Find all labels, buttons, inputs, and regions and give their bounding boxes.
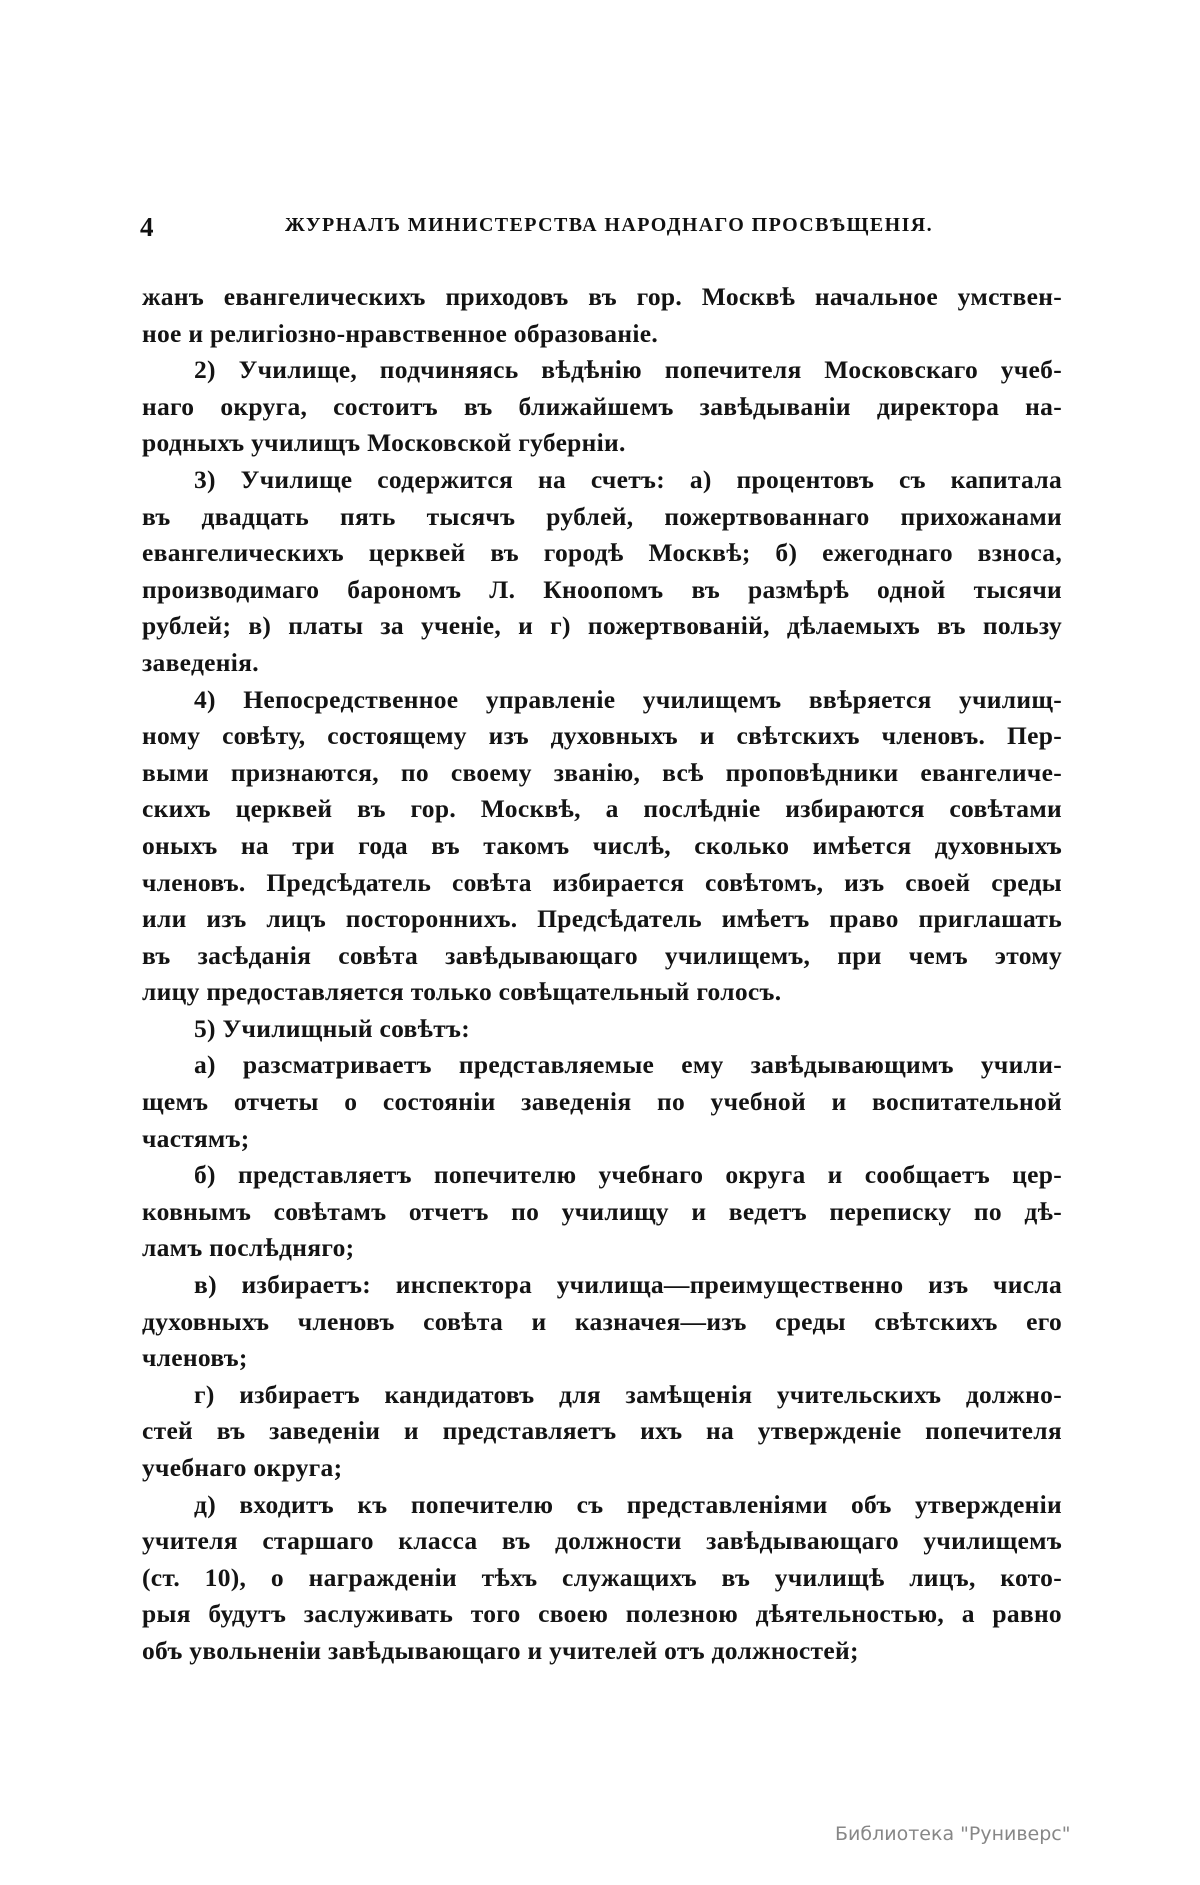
- text-line: родныхъ училищъ Московской губерніи.: [142, 428, 626, 458]
- paragraph: [142, 462, 1062, 682]
- text-line: (ст. 10), о награжденіи тѣхъ служащихъ въ училищѣ лицъ, кото-: [142, 1562, 1062, 1592]
- paragraph: [142, 352, 1062, 462]
- text-line: г) избираетъ кандидатовъ для замѣщенія учительскихъ должно-: [194, 1379, 1062, 1409]
- text-line: въ засѣданія совѣта завѣдывающаго училищемъ, при чемъ этому: [142, 940, 1062, 970]
- library-watermark: Библиотека "Руниверс": [835, 1823, 1071, 1845]
- text-line: или изъ лицъ постороннихъ. Предсѣдатель имѣетъ право приглашать: [142, 904, 1062, 934]
- text-line: заведенія.: [142, 647, 259, 677]
- paragraph: [142, 682, 1062, 1011]
- text-line: жанъ евангелическихъ приходовъ въ гор. Москвѣ начальное умствен-: [142, 282, 1062, 311]
- text-line: евангелическихъ церквей въ городѣ Москвѣ; б) ежегоднаго взноса,: [142, 538, 1062, 568]
- text-line: лицу предоставляется только совѣщательный голосъ.: [142, 977, 782, 1007]
- text-line: а) разсматриваетъ представляемые ему завѣдывающимъ учили-: [194, 1050, 1062, 1080]
- paragraph: [142, 1047, 1062, 1157]
- text-line: рублей; в) платы за ученіе, и г) пожертвованій, дѣлаемыхъ въ пользу: [142, 611, 1062, 641]
- text-line: 4) Непосредственное управленіе училищемъ ввѣряется училищ-: [194, 684, 1062, 714]
- text-line: выми признаются, по своему званію, всѣ проповѣдники евангеличе-: [142, 757, 1062, 787]
- running-title: ЖУРНАЛЪ МИНИСТЕРСТВА НАРОДНАГО ПРОСВѢЩЕНІЯ.: [285, 214, 934, 236]
- text-line: 5) Училищный совѣтъ:: [194, 1013, 470, 1043]
- text-line: объ увольненіи завѣдывающаго и учителей отъ должностей;: [142, 1635, 859, 1665]
- paragraph: [142, 1011, 1062, 1048]
- text-line: оныхъ на три года въ такомъ числѣ, сколько имѣется духовныхъ: [142, 830, 1062, 860]
- paragraph: [142, 1487, 1062, 1670]
- paragraph: [142, 1157, 1062, 1267]
- text-line: наго округа, состоитъ въ ближайшемъ завѣдываніи директора на-: [142, 391, 1062, 421]
- text-line: ному совѣту, состоящему изъ духовныхъ и свѣтскихъ членовъ. Пер-: [142, 721, 1062, 751]
- text-line: б) представляетъ попечителю учебнаго округа и сообщаетъ цер-: [194, 1160, 1062, 1190]
- text-line: стей въ заведеніи и представляетъ ихъ на утвержденіе попечителя: [142, 1416, 1062, 1446]
- text-line: ламъ послѣдняго;: [142, 1233, 355, 1263]
- text-line: в) избираетъ: инспектора училища—преимущественно изъ числа: [194, 1270, 1062, 1300]
- text-line: рыя будутъ заслуживать того своею полезною дѣятельностью, а равно: [142, 1599, 1062, 1629]
- text-line: духовныхъ членовъ совѣта и казначея—изъ среды свѣтскихъ его: [142, 1306, 1062, 1336]
- text-line: въ двадцать пять тысячъ рублей, пожертвованнаго прихожанами: [142, 501, 1062, 531]
- page-number: 4: [140, 212, 154, 242]
- paragraph: [142, 1377, 1062, 1487]
- body-text: [142, 279, 1062, 1670]
- text-line: скихъ церквей въ гор. Москвѣ, а послѣдніе избираются совѣтами: [142, 794, 1062, 824]
- text-line: членовъ;: [142, 1343, 248, 1373]
- text-line: 3) Училище содержится на счетъ: а) процентовъ съ капитала: [194, 464, 1062, 494]
- text-line: членовъ. Предсѣдатель совѣта избирается совѣтомъ, изъ своей среды: [142, 867, 1062, 897]
- text-line: учителя старшаго класса въ должности завѣдывающаго училищемъ: [142, 1526, 1062, 1556]
- text-line: 2) Училище, подчиняясь вѣдѣнію попечителя Московскаго учеб-: [194, 355, 1062, 385]
- text-line: производимаго барономъ Л. Кноопомъ въ размѣрѣ одной тысячи: [142, 574, 1062, 604]
- paragraph: [142, 279, 1062, 352]
- text-line: частямъ;: [142, 1123, 250, 1153]
- paragraph: [142, 1267, 1062, 1377]
- text-line: учебнаго округа;: [142, 1453, 343, 1482]
- text-line: ное и религіозно-нравственное образованіе.: [142, 318, 659, 348]
- text-line: щемъ отчеты о состояніи заведенія по учебной и воспитательной: [142, 1087, 1062, 1117]
- text-line: ковнымъ совѣтамъ отчетъ по училищу и ведетъ переписку по дѣ-: [142, 1196, 1062, 1226]
- text-line: д) входитъ къ попечителю съ представленіями объ утвержденіи: [194, 1489, 1062, 1519]
